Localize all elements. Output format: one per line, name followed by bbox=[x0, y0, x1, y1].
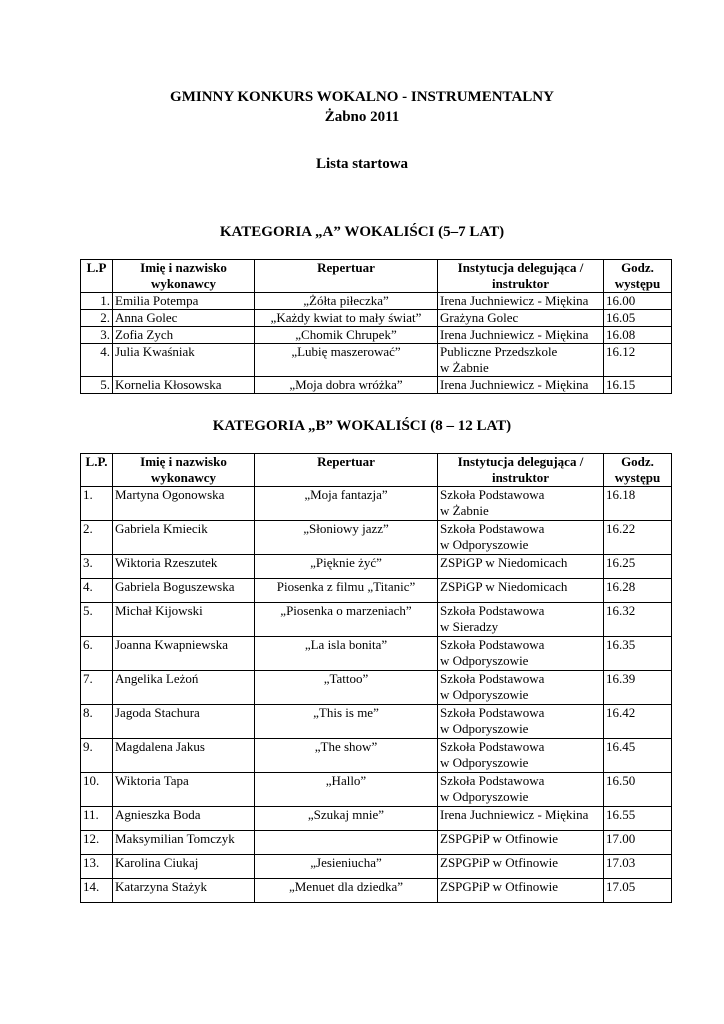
table-row bbox=[81, 377, 672, 394]
table-row bbox=[81, 521, 672, 555]
table-row bbox=[81, 807, 672, 831]
document-subtitle: Żabno 2011 bbox=[324, 109, 400, 125]
repertoire: „Słoniowy jazz” bbox=[255, 521, 438, 555]
institution: ZSPiGP w Niedomicach bbox=[438, 555, 604, 579]
table-row bbox=[81, 773, 672, 807]
row-number: 2. bbox=[81, 310, 113, 327]
table-header-row bbox=[81, 454, 672, 487]
row-number: 9. bbox=[81, 739, 113, 773]
table-row bbox=[81, 879, 672, 903]
category-b-heading: KATEGORIA „B” WOKALIŚCI (8 – 12 LAT) bbox=[212, 418, 512, 434]
row-number: 4. bbox=[81, 579, 113, 603]
table-row bbox=[81, 671, 672, 705]
table-row bbox=[81, 637, 672, 671]
performer-name: Julia Kwaśniak bbox=[113, 344, 255, 377]
institution: Irena Juchniewicz - Miękina bbox=[438, 293, 604, 310]
performer-name: Wiktoria Rzeszutek bbox=[113, 555, 255, 579]
repertoire: „Tattoo” bbox=[255, 671, 438, 705]
table-row bbox=[81, 327, 672, 344]
institution: Publiczne Przedszkole w Żabnie bbox=[438, 344, 604, 377]
repertoire: „Żółta piłeczka” bbox=[255, 293, 438, 310]
institution: Szkoła Podstawowa w Żabnie bbox=[438, 487, 604, 521]
table-row bbox=[81, 705, 672, 739]
row-number: 1. bbox=[81, 293, 113, 310]
institution: Szkoła Podstawowa w Sieradzy bbox=[438, 603, 604, 637]
repertoire: „Piosenka o marzeniach” bbox=[255, 603, 438, 637]
performer-name: Angelika Leżoń bbox=[113, 671, 255, 705]
institution: Szkoła Podstawowa w Odporyszowie bbox=[438, 705, 604, 739]
col-header-lp: L.P. bbox=[81, 454, 113, 487]
table-row bbox=[81, 344, 672, 377]
repertoire: „Szukaj mnie” bbox=[255, 807, 438, 831]
row-number: 3. bbox=[81, 327, 113, 344]
performer-name: Kornelia Kłosowska bbox=[113, 377, 255, 394]
institution: ZSPGPiP w Otfinowie bbox=[438, 879, 604, 903]
category-a-table bbox=[80, 259, 672, 394]
row-number: 6. bbox=[81, 637, 113, 671]
institution: Szkoła Podstawowa w Odporyszowie bbox=[438, 637, 604, 671]
performance-time: 16.32 bbox=[604, 603, 672, 637]
table-row bbox=[81, 855, 672, 879]
row-number: 12. bbox=[81, 831, 113, 855]
performer-name: Joanna Kwapniewska bbox=[113, 637, 255, 671]
performance-time: 16.35 bbox=[604, 637, 672, 671]
category-a-heading: KATEGORIA „A” WOKALIŚCI (5–7 LAT) bbox=[219, 224, 505, 240]
col-header-institution: Instytucja delegująca / instruktor bbox=[438, 454, 604, 487]
institution: Irena Juchniewicz - Miękina bbox=[438, 327, 604, 344]
repertoire: „Lubię maszerować” bbox=[255, 344, 438, 377]
table-row bbox=[81, 603, 672, 637]
category-b-table bbox=[80, 453, 672, 903]
performer-name: Zofia Zych bbox=[113, 327, 255, 344]
performer-name: Wiktoria Tapa bbox=[113, 773, 255, 807]
institution: Szkoła Podstawowa w Odporyszowie bbox=[438, 521, 604, 555]
repertoire: „Moja dobra wróżka” bbox=[255, 377, 438, 394]
row-number: 13. bbox=[81, 855, 113, 879]
col-header-time: Godz. występu bbox=[604, 454, 672, 487]
col-header-institution: Instytucja delegująca / instruktor bbox=[438, 260, 604, 293]
performance-time: 16.15 bbox=[604, 377, 672, 394]
institution: Szkoła Podstawowa w Odporyszowie bbox=[438, 671, 604, 705]
col-header-time: Godz. występu bbox=[604, 260, 672, 293]
row-number: 4. bbox=[81, 344, 113, 377]
repertoire: „Menuet dla dziedka” bbox=[255, 879, 438, 903]
performance-time: 16.18 bbox=[604, 487, 672, 521]
row-number: 14. bbox=[81, 879, 113, 903]
list-title: Lista startowa bbox=[315, 156, 409, 172]
institution: Szkoła Podstawowa w Odporyszowie bbox=[438, 773, 604, 807]
repertoire: „Moja fantazja” bbox=[255, 487, 438, 521]
col-header-repertoire: Repertuar bbox=[255, 260, 438, 293]
table-row bbox=[81, 487, 672, 521]
repertoire bbox=[255, 831, 438, 855]
performance-time: 16.00 bbox=[604, 293, 672, 310]
performer-name: Martyna Ogonowska bbox=[113, 487, 255, 521]
performance-time: 17.03 bbox=[604, 855, 672, 879]
table-header-row bbox=[81, 260, 672, 293]
institution: Irena Juchniewicz - Miękina bbox=[438, 807, 604, 831]
row-number: 1. bbox=[81, 487, 113, 521]
performer-name: Gabriela Boguszewska bbox=[113, 579, 255, 603]
row-number: 8. bbox=[81, 705, 113, 739]
institution: ZSPiGP w Niedomicach bbox=[438, 579, 604, 603]
institution: ZSPGPiP w Otfinowie bbox=[438, 831, 604, 855]
row-number: 2. bbox=[81, 521, 113, 555]
performance-time: 16.22 bbox=[604, 521, 672, 555]
performance-time: 16.28 bbox=[604, 579, 672, 603]
row-number: 7. bbox=[81, 671, 113, 705]
performance-time: 16.55 bbox=[604, 807, 672, 831]
row-number: 10. bbox=[81, 773, 113, 807]
institution: ZSPGPiP w Otfinowie bbox=[438, 855, 604, 879]
institution: Irena Juchniewicz - Miękina bbox=[438, 377, 604, 394]
table-row bbox=[81, 293, 672, 310]
table-row bbox=[81, 579, 672, 603]
table-row bbox=[81, 555, 672, 579]
performer-name: Gabriela Kmiecik bbox=[113, 521, 255, 555]
table-row bbox=[81, 831, 672, 855]
performer-name: Karolina Ciukaj bbox=[113, 855, 255, 879]
row-number: 5. bbox=[81, 377, 113, 394]
performance-time: 17.05 bbox=[604, 879, 672, 903]
performer-name: Michał Kijowski bbox=[113, 603, 255, 637]
col-header-name: Imię i nazwisko wykonawcy bbox=[113, 260, 255, 293]
table-row bbox=[81, 310, 672, 327]
col-header-lp: L.P bbox=[81, 260, 113, 293]
col-header-repertoire: Repertuar bbox=[255, 454, 438, 487]
performer-name: Maksymilian Tomczyk bbox=[113, 831, 255, 855]
performance-time: 16.25 bbox=[604, 555, 672, 579]
performance-time: 16.42 bbox=[604, 705, 672, 739]
repertoire: „Jesieniucha” bbox=[255, 855, 438, 879]
repertoire: „The show” bbox=[255, 739, 438, 773]
performance-time: 16.08 bbox=[604, 327, 672, 344]
performer-name: Katarzyna Stażyk bbox=[113, 879, 255, 903]
document-title: GMINNY KONKURS WOKALNO - INSTRUMENTALNY bbox=[170, 89, 554, 105]
institution: Grażyna Golec bbox=[438, 310, 604, 327]
repertoire: „This is me” bbox=[255, 705, 438, 739]
repertoire: „Pięknie żyć” bbox=[255, 555, 438, 579]
performer-name: Jagoda Stachura bbox=[113, 705, 255, 739]
table-row bbox=[81, 739, 672, 773]
repertoire: Piosenka z filmu „Titanic” bbox=[255, 579, 438, 603]
performance-time: 16.05 bbox=[604, 310, 672, 327]
performance-time: 16.12 bbox=[604, 344, 672, 377]
repertoire: „Każdy kwiat to mały świat” bbox=[255, 310, 438, 327]
performer-name: Magdalena Jakus bbox=[113, 739, 255, 773]
institution: Szkoła Podstawowa w Odporyszowie bbox=[438, 739, 604, 773]
performer-name: Emilia Potempa bbox=[113, 293, 255, 310]
repertoire: „La isla bonita” bbox=[255, 637, 438, 671]
performance-time: 17.00 bbox=[604, 831, 672, 855]
repertoire: „Hallo” bbox=[255, 773, 438, 807]
performer-name: Agnieszka Boda bbox=[113, 807, 255, 831]
col-header-name: Imię i nazwisko wykonawcy bbox=[113, 454, 255, 487]
performance-time: 16.39 bbox=[604, 671, 672, 705]
performance-time: 16.45 bbox=[604, 739, 672, 773]
row-number: 11. bbox=[81, 807, 113, 831]
row-number: 5. bbox=[81, 603, 113, 637]
performer-name: Anna Golec bbox=[113, 310, 255, 327]
repertoire: „Chomik Chrupek” bbox=[255, 327, 438, 344]
row-number: 3. bbox=[81, 555, 113, 579]
performance-time: 16.50 bbox=[604, 773, 672, 807]
